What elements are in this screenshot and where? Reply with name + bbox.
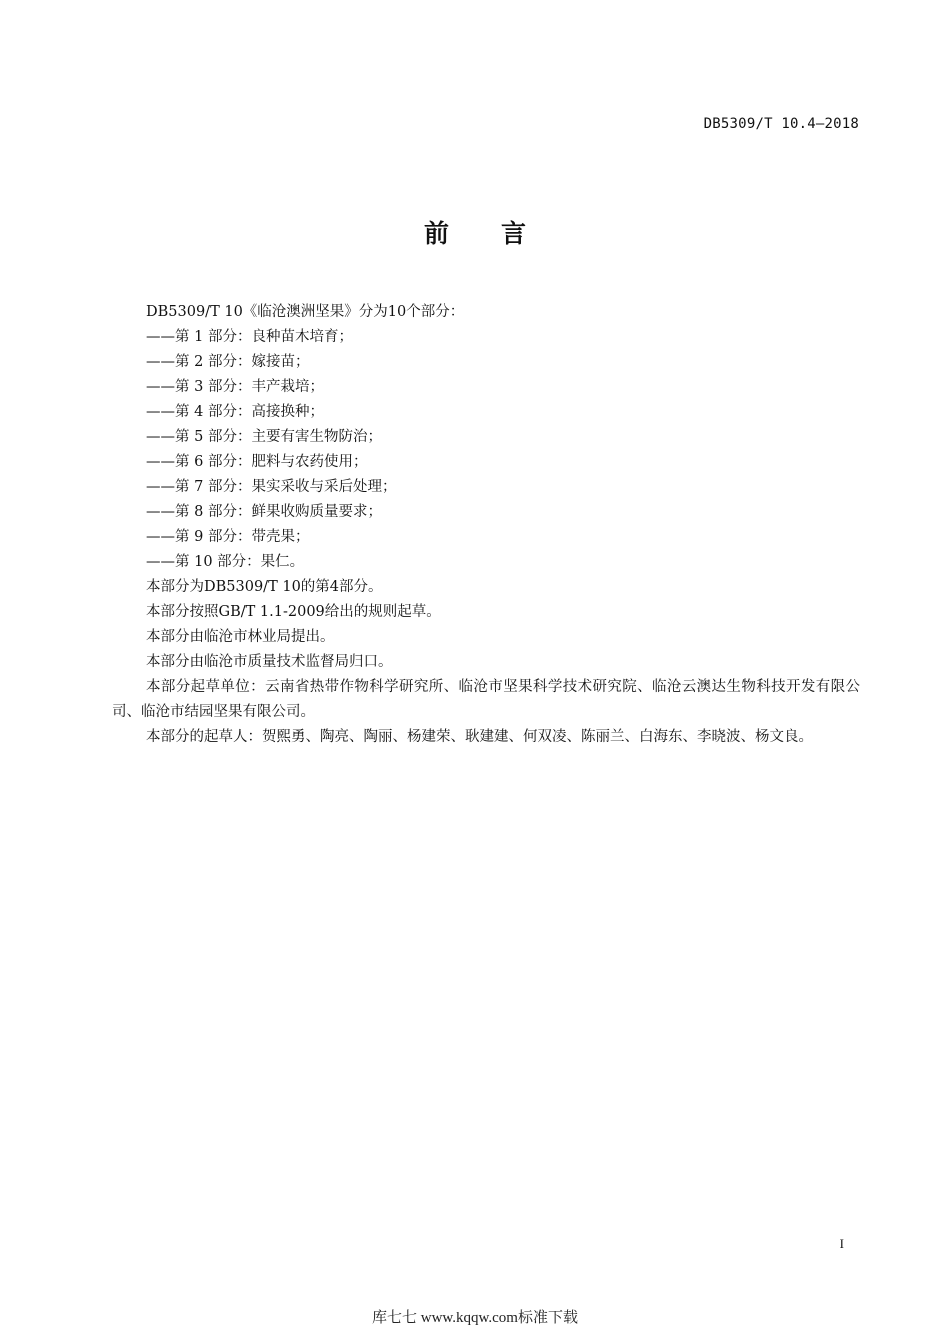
centralized-by-statement: 本部分由临沧市质量技术监督局归口。 <box>146 654 393 670</box>
standard-code: DB5309/T 10.4—2018 <box>703 116 859 132</box>
title-char-2: 言 <box>501 219 527 248</box>
part-of-statement: 本部分为DB5309/T 10的第4部分。 <box>146 579 383 595</box>
drafters-statement: 本部分的起草人：贺熙勇、陶亮、陶丽、杨建荣、耿建建、何双凌、陈丽兰、白海东、李晓波、杨文良。 <box>146 729 813 745</box>
drafting-units-statement: 本部分起草单位：云南省热带作物科学研究所、临沧市坚果科学技术研究院、临沧云澳达生物科技开发有限公司、临沧市结园坚果有限公司。 <box>112 679 860 720</box>
part-item-4: ——第 4 部分：高接换种； <box>146 404 324 420</box>
intro-paragraph: DB5309/T 10《临沧澳洲坚果》分为10个部分： <box>146 304 465 320</box>
parts-list <box>112 325 860 575</box>
proposed-by-statement: 本部分由临沧市林业局提出。 <box>146 629 335 645</box>
part-item-5: ——第 5 部分：主要有害生物防治； <box>146 429 382 445</box>
part-item-1: ——第 1 部分：良种苗木培育； <box>146 329 353 345</box>
drafting-rules-statement: 本部分按照GB/T 1.1-2009给出的规则起草。 <box>146 604 441 620</box>
part-item-7: ——第 7 部分：果实采收与采后处理； <box>146 479 397 495</box>
part-item-8: ——第 8 部分：鲜果收购质量要求； <box>146 504 382 520</box>
part-item-2: ——第 2 部分：嫁接苗； <box>146 354 310 370</box>
page-number: I <box>839 1236 844 1251</box>
title-char-1: 前 <box>423 219 449 248</box>
part-item-10: ——第 10 部分：果仁。 <box>146 554 305 570</box>
page-title <box>0 214 950 250</box>
foreword-body <box>112 300 860 750</box>
watermark-text: 库七七 www.kqqw.com标准下载 <box>372 1310 578 1326</box>
part-item-9: ——第 9 部分：带壳果； <box>146 529 310 545</box>
part-item-3: ——第 3 部分：丰产栽培； <box>146 379 324 395</box>
part-item-6: ——第 6 部分：肥料与农药使用； <box>146 454 368 470</box>
